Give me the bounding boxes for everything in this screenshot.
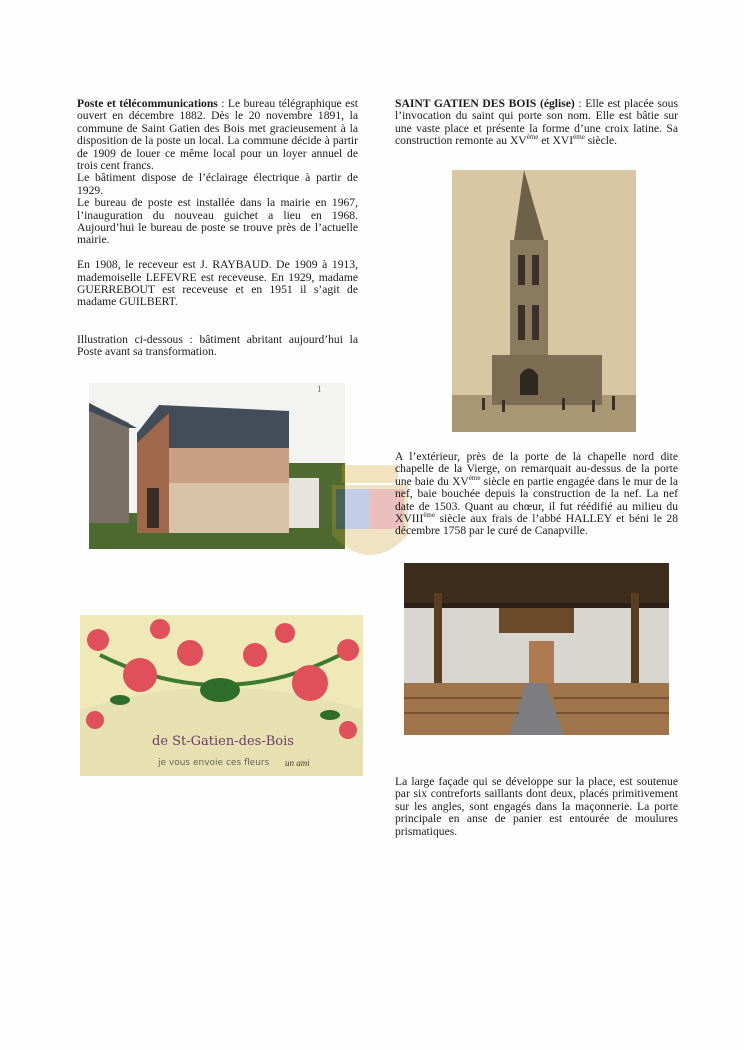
eglise-text: : Elle est placée sous l’invocation du saint qui porte son nom. Elle est bâtie sur une vaste place et présente la forme d’une croix latine. Sa construction remonte au	[395, 97, 678, 148]
receveurs-paragraph: En 1908, le receveur est J. RAYBAUD. De 1909 à 1913, mademoiselle LEFEVRE est receveuse. En 1929, madame GUERREBOUT est receveuse et en 1951 il s’agit de madame GUILBERT.	[77, 258, 358, 309]
century-xvi: XVI	[552, 134, 574, 148]
exterieur-text-c: siècle aux frais de l’abbé HALLEY et béni le 28 décembre 1758 par le curé de Canapville.	[395, 512, 678, 538]
century-xv: XV	[452, 474, 469, 488]
century-xv: XV	[509, 134, 527, 148]
post-office-photo	[89, 383, 345, 549]
photo-mark: 1	[317, 384, 322, 394]
ordinal: ème	[468, 473, 481, 482]
church-interior-photo	[404, 563, 669, 735]
postcard-handwriting: un ami	[285, 758, 310, 768]
poste-section	[77, 98, 358, 359]
exterieur-paragraph	[395, 451, 678, 538]
exterieur-text-a: A l’extérieur, près de la porte de la chapelle nord dite chapelle de la Vierge, on remarquait au-dessus de la porte une baie du	[395, 450, 678, 488]
poste-paragraph-2: Le bâtiment dispose de l’éclairage électrique à partir de 1929.	[77, 171, 358, 197]
century-xviii: XVIII	[395, 512, 424, 526]
illustration-caption: Illustration ci-dessous : bâtiment abritant aujourd’hui la Poste avant sa transformation.	[77, 332, 358, 359]
eglise-subheading: (église)	[536, 97, 575, 110]
facade-text: La large façade qui se développe sur la place, est soutenue par six contreforts saillants dont deux, placés primitivement sur les angles, sont engagés dans la maçonnerie. La porte principale en anse de panier est entourée de moulures prismatiques.	[395, 775, 678, 838]
poste-heading: Poste et télécommunications	[77, 97, 218, 110]
ordinal: ème	[423, 511, 435, 520]
postcard-text: je vous envoie ces fleurs	[158, 758, 270, 768]
church-exterior-photo	[452, 170, 636, 432]
siecle-text: siècle.	[584, 134, 618, 148]
ordinal: ème	[573, 133, 585, 142]
eglise-intro	[395, 98, 678, 148]
postcard-title: de St-Gatien-des-Bois	[152, 734, 294, 749]
postcard-image	[80, 615, 363, 776]
ordinal: ème	[526, 133, 539, 142]
exterieur-text-b: siècle en partie engagée dans le mur de la nef, baie bouchée depuis la construction de la nef. La nef date de 1503. Quant au chœur, il fut réédifié au milieu du	[395, 474, 679, 513]
facade-paragraph	[395, 776, 678, 838]
eglise-heading: SAINT GATIEN DES BOIS	[395, 97, 537, 110]
poste-paragraph-1: : Le bureau télégraphique est ouvert en décembre 1882. Dès le 20 novembre 1891, la commune de Saint Gatien des Bois met gracieusement à la disposition de la poste un local. La commune décide à partir de 1909 de louer ce même local pour un loyer annuel de trois cent francs.	[77, 97, 358, 173]
poste-paragraph-3: Le bureau de poste est installée dans la mairie en 1967, l’inauguration du nouveau guichet a lieu en 1968. Aujourd’hui le bureau de poste se trouve près de l’actuelle mairie.	[77, 196, 358, 247]
conjunction: et	[538, 134, 553, 148]
